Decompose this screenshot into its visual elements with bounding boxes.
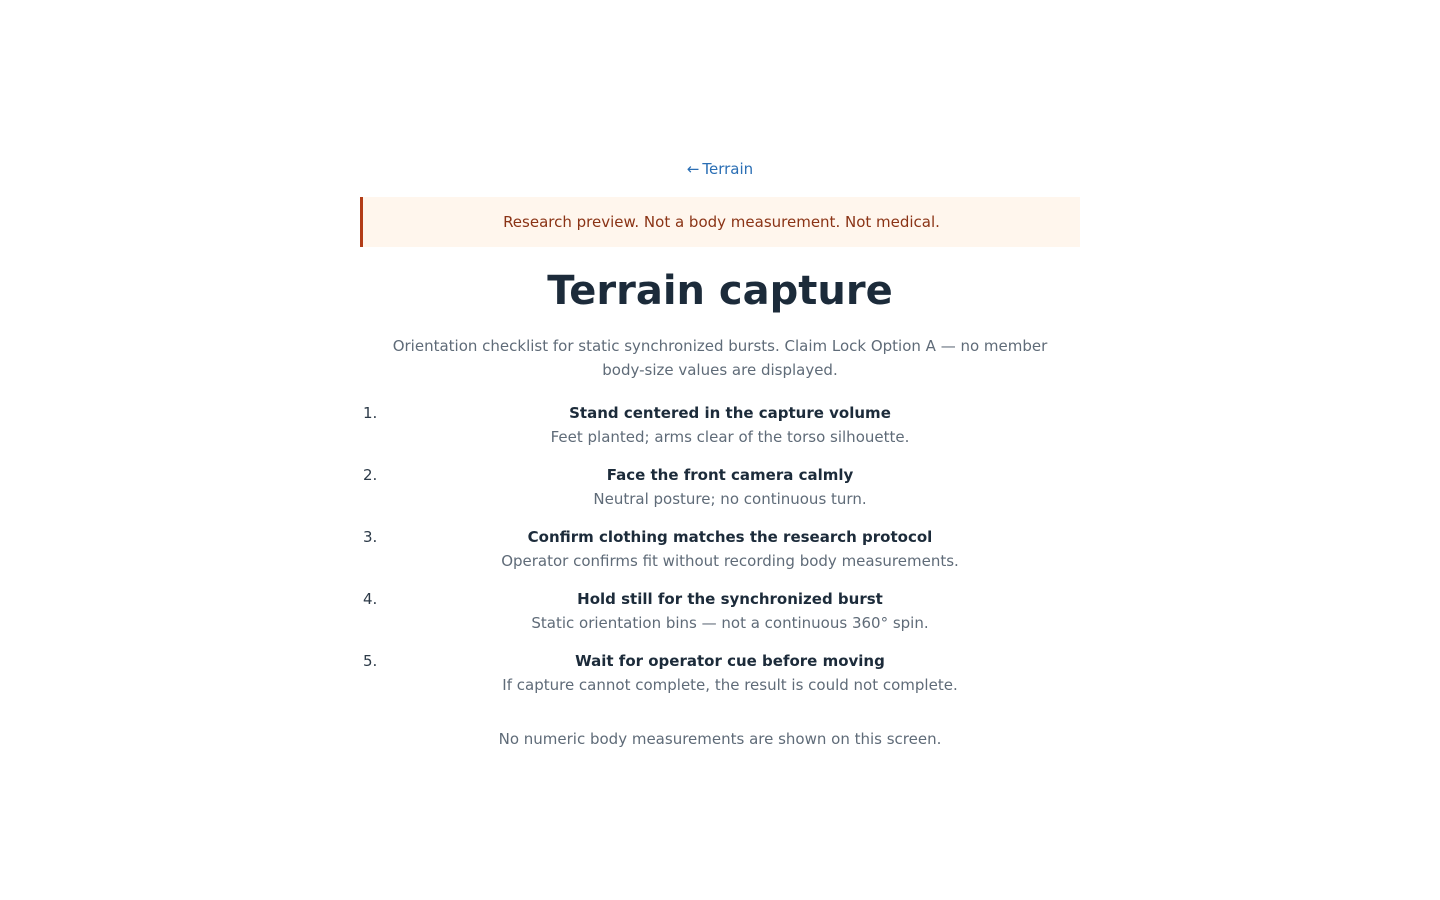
step-description: Static orientation bins — not a continuous 360° spin.: [531, 614, 929, 632]
page-subtitle: Orientation checklist for static synchronized bursts. Claim Lock Option A — no member body-size values are displayed.: [392, 337, 1048, 379]
page-title: Terrain capture: [547, 268, 893, 314]
step-title: Wait for operator cue before moving: [575, 652, 885, 670]
banner-text: Research preview. Not a body measurement. Not medical.: [503, 213, 940, 231]
step-title: Stand centered in the capture volume: [569, 404, 891, 422]
step-number: 5.: [363, 652, 378, 670]
checklist-item: [360, 401, 1080, 463]
step-title: Confirm clothing matches the research protocol: [527, 528, 933, 546]
checklist-item: [360, 525, 1080, 587]
step-title: Face the front camera calmly: [606, 466, 854, 484]
checklist: [360, 401, 1080, 711]
step-description: Neutral posture; no continuous turn.: [593, 490, 867, 508]
step-description: Operator confirms fit without recording body measurements.: [501, 552, 959, 570]
page: [360, 0, 1080, 751]
step-title: Hold still for the synchronized burst: [577, 590, 883, 608]
step-number: 3.: [363, 528, 378, 546]
back-arrow-icon: ←: [686, 160, 700, 178]
step-description: If capture cannot complete, the result is could not complete.: [502, 676, 958, 694]
footer-note: No numeric body measurements are shown on this screen.: [498, 730, 942, 748]
step-description: Feet planted; arms clear of the torso silhouette.: [550, 428, 910, 446]
step-number: 4.: [363, 590, 378, 608]
back-link-label: Terrain: [702, 160, 754, 178]
step-number: 1.: [363, 404, 378, 422]
research-preview-banner: [360, 197, 1080, 247]
step-number: 2.: [363, 466, 378, 484]
checklist-item: [360, 649, 1080, 711]
checklist-item: [360, 587, 1080, 649]
back-link-terrain[interactable]: [687, 158, 753, 180]
checklist-item: [360, 463, 1080, 525]
